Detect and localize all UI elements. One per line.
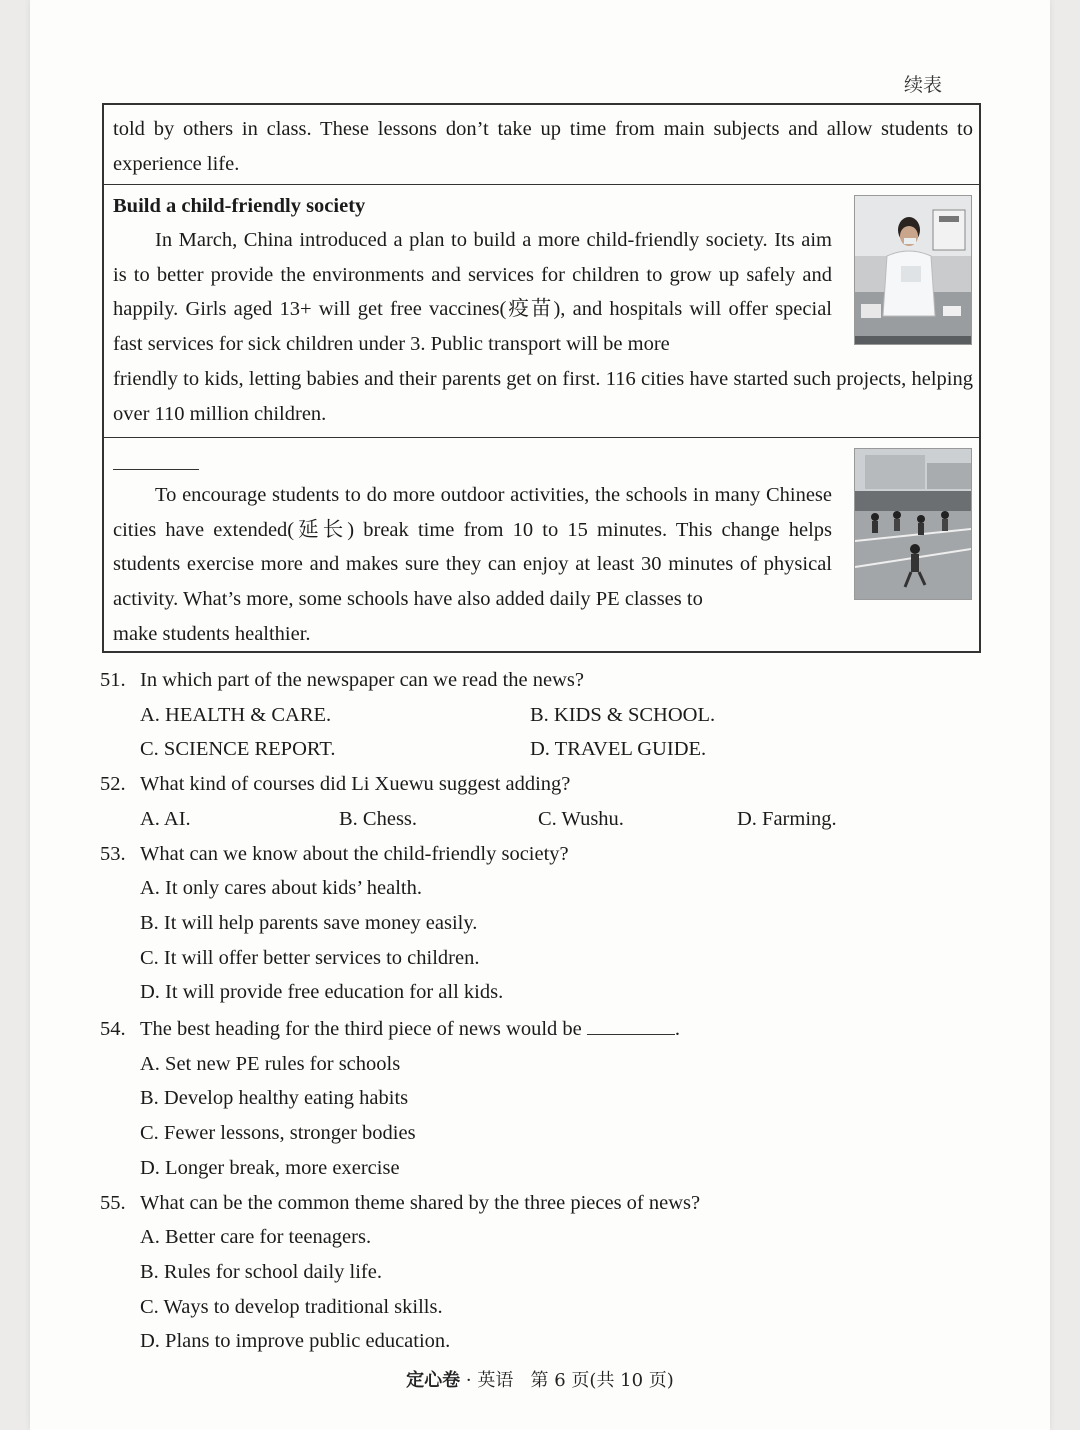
option-a[interactable]: A. It only cares about kids’ health. (140, 877, 422, 900)
question-stem: What kind of courses did Li Xuewu suggest adding? (140, 773, 571, 796)
question-52 (100, 767, 1000, 836)
option-d[interactable]: D. Plans to improve public education. (140, 1330, 451, 1353)
question-stem: The best heading for the third piece of news would be (140, 1018, 582, 1041)
news-section-3 (104, 438, 979, 653)
news-2-text: In March, China introduced a plan to build a more child-friendly society. Its aim is to better provide the environments and services for children to grow up safely and happily. Girls aged 13+ will get free vaccines(疫苗), and hospitals will offer special fast services for sick children under 3. Public transport will be more (113, 229, 832, 356)
question-number: 55. (100, 1191, 126, 1214)
news-section-1 (104, 105, 979, 185)
question-55 (100, 1186, 1000, 1360)
footer-brand: 定心卷 (406, 1370, 461, 1391)
question-54 (100, 1010, 1000, 1186)
option-c[interactable]: C. It will offer better services to children. (140, 946, 480, 969)
option-b[interactable]: B. Rules for school daily life. (140, 1260, 382, 1283)
question-stem-end: . (674, 1018, 681, 1041)
option-a[interactable]: A. Set new PE rules for schools (140, 1052, 401, 1075)
news-1-text: told by others in class. These lessons don’t take up time from main subjects and allow students to experience life. (113, 118, 973, 175)
option-a[interactable]: A. Better care for teenagers. (140, 1226, 372, 1249)
heading-blank (113, 469, 199, 470)
news-table (102, 103, 981, 653)
option-c[interactable]: C. Fewer lessons, stronger bodies (140, 1122, 416, 1145)
footer-subject: 英语 (477, 1370, 514, 1391)
option-b[interactable]: B. Chess. (339, 807, 418, 830)
footer-separator: · (465, 1370, 472, 1391)
news-2-heading: Build a child-friendly society (113, 195, 366, 217)
news-3-text-cont: make students healthier. (113, 622, 311, 645)
option-d[interactable]: D. TRAVEL GUIDE. (530, 738, 707, 761)
option-b[interactable]: B. Develop healthy eating habits (140, 1087, 409, 1110)
option-c[interactable]: C. SCIENCE REPORT. (140, 738, 336, 761)
option-d[interactable]: D. Longer break, more exercise (140, 1156, 400, 1179)
continued-label: 续表 (903, 74, 942, 96)
option-b[interactable]: B. It will help parents save money easily. (140, 911, 478, 934)
question-number: 51. (100, 669, 126, 691)
doctor-photo-icon (854, 195, 972, 345)
question-stem: In which part of the newspaper can we read the news? (140, 669, 584, 691)
question-number: 54. (100, 1018, 126, 1041)
question-stem: What can we know about the child-friendly society? (140, 842, 569, 865)
exam-page (30, 0, 1050, 1430)
running-students-photo-icon (854, 448, 972, 600)
answer-blank[interactable] (587, 1010, 675, 1035)
footer-page-info: 第 6 页(共 10 页) (530, 1370, 674, 1391)
option-d[interactable]: D. Farming. (737, 807, 837, 830)
question-number: 53. (100, 842, 126, 865)
question-51 (100, 663, 1000, 767)
question-stem: What can be the common theme shared by the three pieces of news? (140, 1191, 701, 1214)
option-c[interactable]: C. Wushu. (538, 807, 624, 830)
question-53 (100, 837, 1000, 1011)
question-number: 52. (100, 773, 126, 796)
question-list (100, 663, 1000, 1359)
option-c[interactable]: C. Ways to develop traditional skills. (140, 1295, 443, 1318)
option-a[interactable]: A. AI. (140, 807, 191, 830)
option-d[interactable]: D. It will provide free education for all kids. (140, 981, 504, 1004)
option-b[interactable]: B. KIDS & SCHOOL. (530, 703, 716, 726)
news-2-body (113, 189, 973, 431)
page-footer (0, 1366, 1080, 1392)
news-3-body (113, 478, 973, 652)
news-2-text-cont: friendly to kids, letting babies and their parents get on first. 116 cities have started such projects, helping over 110 million children. (113, 367, 973, 425)
news-section-2 (104, 185, 979, 438)
news-3-text: To encourage students to do more outdoor activities, the schools in many Chinese cities have extended(延长) break time from 10 to 15 minutes. This change helps students exercise more and makes sure they can enjoy at least 30 minutes of physical activity. What’s more, some schools have also added daily PE classes to (113, 484, 832, 611)
option-a[interactable]: A. HEALTH & CARE. (140, 703, 332, 726)
